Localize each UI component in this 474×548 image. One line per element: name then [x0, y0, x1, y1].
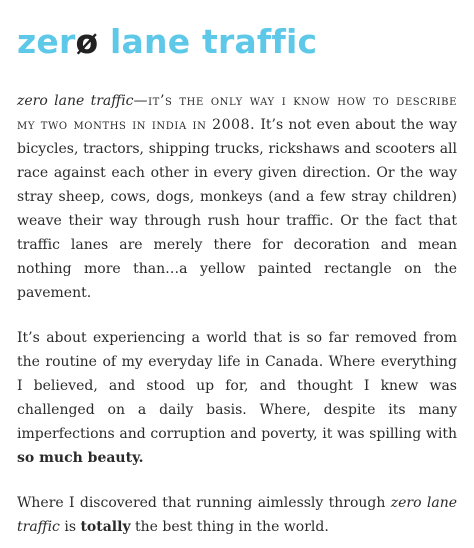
paragraph-2: [17, 326, 457, 470]
paragraph-3-text-middle: is: [59, 519, 81, 535]
article-body: [17, 89, 457, 539]
paragraph-3-bold: totally: [80, 519, 131, 535]
title-zero-glyph: ø: [75, 22, 99, 61]
page-title: [17, 22, 317, 62]
paragraph-2-text: It’s about experiencing a world that is so far removed from the routine of my everyday life in Canada. Where everything I believed, and stood up for, and thought I knew was challenged on a daily basis. Where, despite its many imperfections and corruption and poverty, it was spilling with: [17, 330, 457, 442]
title-part-2: lane traffic: [98, 22, 318, 61]
lead-italic-phrase: zero lane traffic: [17, 93, 134, 109]
paragraph-3-italic: zero lane traffic: [17, 495, 457, 535]
paragraph-2-bold: so much beauty.: [17, 450, 144, 466]
paragraph-3-text-after: the best thing in the world.: [130, 519, 329, 535]
lead-smallcaps-phrase: —it’s the only way i know how to describe my two months in india in 2008.: [17, 93, 457, 133]
paragraph-3: [17, 491, 457, 539]
title-part-1: zer: [17, 22, 76, 61]
paragraph-3-text-before: Where I discovered that running aimlessly through: [17, 495, 391, 511]
paragraph-1: [17, 89, 457, 305]
paragraph-1-text: It’s not even about the way bicycles, tractors, shipping trucks, rickshaws and scooters all race against each other in every given direction. Or the way stray sheep, cows, dogs, monkeys (and a few stray children) weave their way through rush hour traffic. Or the fact that traffic lanes are merely there for decoration and mean nothing more than…a yellow painted rectangle on the pavement.: [17, 117, 458, 301]
